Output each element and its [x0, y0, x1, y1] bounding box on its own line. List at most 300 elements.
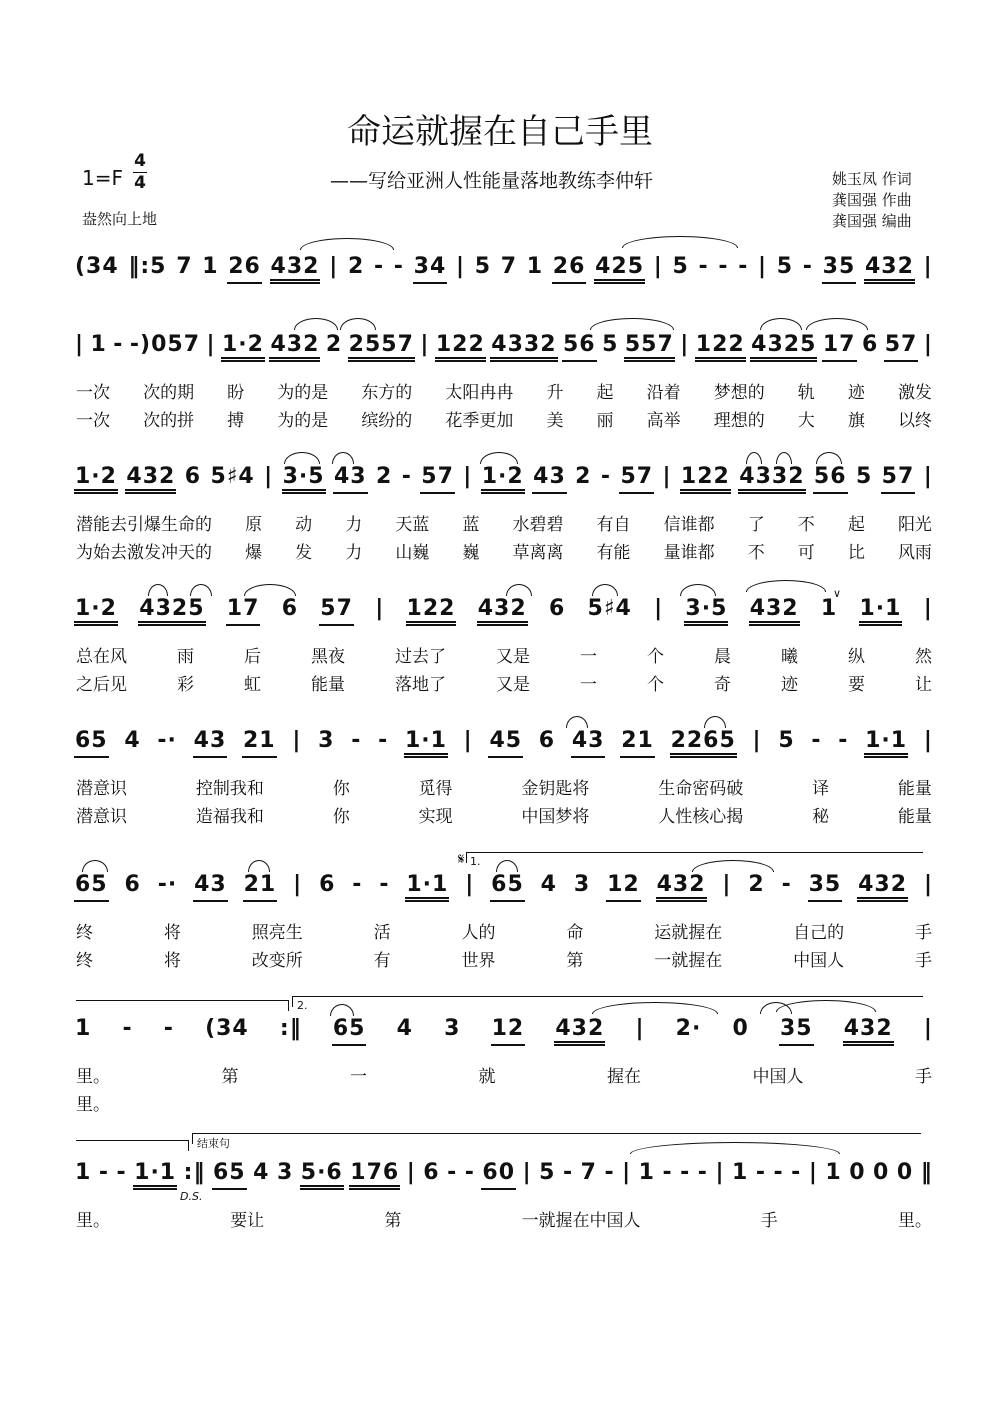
lyric-word: 曦: [781, 647, 798, 667]
note: -: [838, 728, 849, 753]
note: 1: [75, 1160, 92, 1185]
note: 3·5: [684, 596, 728, 626]
barline: |: [420, 332, 430, 357]
lyric-word: 理想的: [713, 411, 765, 431]
lyric-word: 里。: [897, 1211, 932, 1231]
note: 57: [884, 332, 919, 362]
lyric-word: 第: [566, 951, 584, 971]
barline: |: [715, 1160, 725, 1185]
barline: |: [722, 872, 732, 897]
note: -: [680, 1160, 691, 1185]
note: 432: [269, 332, 320, 362]
lyric-line: [74, 406, 934, 431]
note: 5·6: [300, 1160, 344, 1190]
note: -: [163, 1016, 174, 1041]
barline: |: [329, 254, 339, 279]
note: 122: [406, 596, 457, 626]
ending-bracket: [192, 1133, 921, 1144]
lyric-word: 人性核心揭: [658, 807, 744, 827]
arranger-credit: 龚国强 编曲: [832, 212, 912, 230]
lyric-word: 一就握在中国人: [521, 1211, 641, 1231]
note: 21: [620, 728, 655, 758]
note: 432: [857, 872, 908, 902]
note: -: [378, 728, 389, 753]
lyric-word: 草离离: [512, 543, 564, 563]
note: 432: [749, 596, 800, 626]
lyric-word: 起: [596, 383, 614, 403]
note: -·: [157, 872, 178, 897]
lyric-line: [74, 802, 934, 827]
note: 6: [548, 596, 566, 621]
lyric-word: 能量: [897, 779, 932, 799]
note: -: [122, 1016, 133, 1041]
note: 35: [822, 254, 857, 284]
slur: [746, 580, 826, 592]
lyric-word: 个: [647, 675, 664, 695]
note: (34: [205, 1016, 249, 1041]
lyric-word: 手: [915, 951, 932, 971]
lyric-line: [74, 1062, 934, 1087]
lyric-word: 为的是: [277, 411, 329, 431]
time-top: 4: [134, 151, 146, 171]
lyric-word: 阳光: [897, 515, 932, 535]
lyric-word: 实现: [418, 807, 453, 827]
note: 57: [319, 596, 354, 626]
note: 2265: [670, 728, 737, 758]
note: 1: [202, 254, 219, 279]
lyric-word: 将: [163, 923, 181, 943]
note: 6: [124, 872, 141, 897]
note: 3: [276, 1160, 294, 1185]
volta-1-label: 1.: [470, 855, 481, 868]
note: -: [738, 254, 749, 279]
key-signature: 1=F: [82, 166, 123, 190]
lyric-word: 总在风: [76, 647, 127, 667]
lyric-word: 潜意识: [76, 807, 127, 827]
note: 1: [732, 1160, 749, 1185]
note: 43: [333, 464, 368, 494]
note: 26: [552, 254, 587, 284]
lyric-word: 手: [915, 1067, 932, 1087]
lyric-word: 将: [163, 951, 181, 971]
note: 5♯4: [587, 596, 632, 621]
lyric-word: 要: [848, 675, 865, 695]
lyric-word: 巍: [462, 543, 480, 563]
note: -: [697, 1160, 708, 1185]
lyric-word: 之后见: [76, 675, 127, 695]
note: (34: [75, 254, 119, 279]
slur: [148, 584, 168, 596]
lyric-word: 就: [478, 1067, 496, 1087]
note: 3·5: [282, 464, 326, 494]
note: 176: [349, 1160, 400, 1190]
lyric-line: [74, 1206, 934, 1231]
barline: |: [680, 332, 690, 357]
barline: |: [923, 332, 933, 357]
lyric-word: 命: [566, 923, 584, 943]
lyric-word: 为始去激发冲天的: [76, 543, 212, 563]
note: 65: [332, 1016, 367, 1046]
note: 6: [319, 872, 336, 897]
lyric-word: 激发: [897, 383, 932, 403]
note: 2: [347, 254, 365, 279]
lyric-word: 力: [345, 543, 363, 563]
lyric-word: 迹: [781, 675, 798, 695]
note: 5: [855, 464, 873, 489]
note: 0: [732, 1016, 749, 1041]
lyric-word: 要让: [230, 1211, 265, 1231]
note: -: [351, 728, 362, 753]
lyric-word: 潜能去引爆生命的: [76, 515, 212, 535]
slur: [244, 584, 296, 596]
lyric-word: 终: [76, 923, 93, 943]
lyric-word: 雨: [177, 647, 194, 667]
lyric-word: 又是: [496, 647, 530, 667]
barline: |: [662, 464, 672, 489]
lyric-word: 不: [797, 515, 815, 535]
lyric-word: 山巍: [395, 543, 430, 563]
note: 3: [444, 1016, 461, 1041]
lyric-word: 改变所: [251, 951, 303, 971]
barline: |: [292, 728, 302, 753]
lyric-word: 秘: [812, 807, 830, 827]
note: 1·2: [481, 464, 525, 494]
note: -: [698, 254, 709, 279]
lyric-word: 有自: [596, 515, 631, 535]
barline: |: [635, 1016, 645, 1041]
lyric-word: 你: [332, 807, 350, 827]
slur: [284, 452, 320, 464]
lyric-word: 次的期: [143, 383, 195, 403]
lyric-line: [74, 946, 934, 971]
notation-row: [74, 254, 934, 284]
lyric-word: 能量: [311, 675, 345, 695]
note: 12: [606, 872, 641, 902]
note: -: [352, 872, 363, 897]
lyric-word: 信谁都: [663, 515, 715, 535]
slur: [300, 238, 394, 250]
mood-marking: 盎然向上地: [82, 210, 158, 228]
note: 7: [500, 254, 518, 279]
lyric-word: 能量: [897, 807, 932, 827]
note: 17: [822, 332, 857, 362]
notation-row: [74, 464, 934, 494]
lyric-word: 轨: [797, 383, 815, 403]
lyric-line: [74, 510, 934, 535]
note: 557: [624, 332, 675, 362]
note: 432: [270, 254, 321, 284]
note: 34: [413, 254, 448, 284]
note: 6: [538, 728, 556, 753]
note: 3: [573, 872, 591, 897]
note: -: [773, 1160, 784, 1185]
lyric-word: 觅得: [418, 779, 453, 799]
note: 5: [539, 1160, 556, 1185]
lyric-word: 虹: [244, 675, 261, 695]
lyric-word: 起: [847, 515, 865, 535]
volta-1-end-bracket: [76, 1000, 289, 1011]
slur: [190, 584, 212, 596]
note: -: [379, 872, 390, 897]
note: -)057: [129, 332, 201, 357]
note: 6: [423, 1160, 440, 1185]
note: 0: [849, 1160, 866, 1185]
note: -: [600, 464, 612, 489]
barline: |: [923, 728, 933, 753]
barline: ‖: [920, 1160, 933, 1185]
lyric-word: 大: [797, 411, 815, 431]
note: -: [718, 254, 729, 279]
notation-row: [74, 728, 934, 758]
note: 1·2: [74, 464, 118, 494]
note: 65: [490, 872, 525, 902]
note: 6: [861, 332, 879, 357]
lyric-word: 晨: [714, 647, 731, 667]
note: -: [802, 254, 813, 279]
lyric-word: 量谁都: [663, 543, 715, 563]
lyric-word: 你: [332, 779, 350, 799]
note: 1·2: [74, 596, 118, 626]
note: 1·1: [404, 728, 448, 758]
lyric-word: 自己的: [793, 923, 845, 943]
barline: |: [463, 728, 473, 753]
note: 1: [90, 332, 107, 357]
note: -: [791, 1160, 802, 1185]
time-signature: [133, 152, 147, 193]
lyric-word: 译: [812, 779, 830, 799]
lyric-word: 过去了: [395, 647, 446, 667]
note: -: [373, 254, 385, 279]
lyric-word: 缤纷的: [361, 411, 413, 431]
lyric-word: 不: [747, 543, 765, 563]
lyric-word: 第: [384, 1211, 402, 1231]
barline: |: [465, 872, 475, 897]
note: 43: [571, 728, 606, 758]
note: 1: [526, 254, 544, 279]
note: -: [562, 1160, 574, 1185]
lyric-word: 造福我和: [195, 807, 264, 827]
lyric-line: [74, 774, 934, 799]
note: 6: [281, 596, 298, 621]
note: 57: [420, 464, 455, 494]
note: 122: [435, 332, 486, 362]
note: 65: [212, 1160, 247, 1190]
lyric-word: 天蓝: [395, 515, 430, 535]
note: 1: [820, 596, 838, 621]
lyricist-credit: 姚玉凤 作词: [832, 170, 912, 188]
note: 432: [864, 254, 915, 284]
note: 6: [184, 464, 202, 489]
note: -: [116, 1160, 127, 1185]
barline: |: [758, 254, 768, 279]
lyric-word: 里。: [76, 1067, 110, 1087]
lyric-word: 盼: [227, 383, 245, 403]
page-subtitle: ——写给亚洲人性能量落地教练李仲轩: [330, 170, 654, 192]
lyric-word: 有: [373, 951, 391, 971]
barline: |: [264, 464, 274, 489]
note: 17: [226, 596, 261, 626]
lyric-word: 终: [76, 951, 93, 971]
lyric-word: 中国人: [752, 1067, 804, 1087]
ds-marking: D.S.: [180, 1190, 203, 1203]
note: -: [401, 464, 412, 489]
note: ‖:5: [128, 254, 167, 279]
note: 57: [619, 464, 654, 494]
note: 1·2: [221, 332, 265, 362]
lyric-line: [74, 1090, 934, 1115]
slur: [566, 716, 588, 728]
lyric-word: 力: [345, 515, 363, 535]
lyric-word: 手: [915, 923, 932, 943]
lyric-word: 一次: [76, 383, 110, 403]
note: 3: [318, 728, 335, 753]
barline: |: [654, 596, 664, 621]
note: 2: [575, 464, 592, 489]
lyric-word: 让: [915, 675, 932, 695]
slur: [746, 452, 762, 464]
note: 432: [477, 596, 528, 626]
segno-sign: 𝄋: [458, 850, 465, 868]
lyric-word: 梦想的: [713, 383, 765, 403]
lyric-word: 然: [915, 647, 932, 667]
note: 1·1: [864, 728, 908, 758]
time-bottom: 4: [134, 173, 146, 193]
lyric-word: 升: [546, 383, 564, 403]
note: 122: [695, 332, 746, 362]
lyric-word: 奇: [714, 675, 731, 695]
note: 425: [594, 254, 645, 284]
lyric-word: 纵: [848, 647, 865, 667]
lyric-word: 东方的: [361, 383, 413, 403]
lyric-word: 第: [221, 1067, 239, 1087]
barline: |: [406, 1160, 416, 1185]
lyric-line: [74, 642, 934, 667]
barline: |: [923, 464, 933, 489]
note: 2: [325, 332, 343, 357]
note: 4325: [750, 332, 817, 362]
note: 432: [125, 464, 176, 494]
slur: [294, 318, 338, 330]
note: -: [98, 1160, 109, 1185]
note: 21: [243, 872, 278, 902]
lyric-word: 个: [647, 647, 664, 667]
note: 4325: [138, 596, 205, 626]
note: 4: [124, 728, 141, 753]
page-title: 命运就握在自己手里: [347, 112, 653, 152]
note: 43: [532, 464, 567, 494]
note: 4332: [738, 464, 805, 494]
note: 57: [881, 464, 916, 494]
lyric-word: 发: [295, 543, 313, 563]
note: 5: [474, 254, 492, 279]
note: -: [781, 872, 792, 897]
barline: |: [206, 332, 216, 357]
note: 4: [540, 872, 557, 897]
note: 56: [562, 332, 597, 362]
slur: [590, 318, 674, 330]
note: 2: [376, 464, 393, 489]
barline: :‖: [279, 1016, 302, 1041]
lyric-word: 中国人: [793, 951, 845, 971]
lyric-word: 高举: [646, 411, 681, 431]
lyric-word: 一: [580, 647, 597, 667]
lyric-word: 一: [580, 675, 597, 695]
barline: |: [293, 872, 303, 897]
note: 122: [680, 464, 731, 494]
lyric-word: 可: [797, 543, 815, 563]
lyric-line: [74, 378, 934, 403]
note: 432: [554, 1016, 605, 1046]
note: 65: [74, 872, 109, 902]
lyric-word: 潜意识: [76, 779, 127, 799]
slur: [816, 452, 842, 464]
notation-row: [74, 1016, 934, 1046]
barline: |: [808, 1160, 818, 1185]
note: 43: [193, 728, 228, 758]
note: 5: [778, 728, 795, 753]
lyric-word: 落地了: [395, 675, 446, 695]
note: 1: [638, 1160, 655, 1185]
slur: [82, 860, 108, 872]
note: 7: [580, 1160, 597, 1185]
lyric-word: 里。: [76, 1211, 110, 1231]
note: 4332: [490, 332, 557, 362]
lyric-word: 原: [245, 515, 263, 535]
note: 12: [491, 1016, 526, 1046]
barline: |: [923, 254, 933, 279]
note: 26: [227, 254, 262, 284]
lyric-word: 后: [244, 647, 261, 667]
lyric-word: 为的是: [277, 383, 329, 403]
lyric-word: 人的: [461, 923, 496, 943]
lyric-word: 丽: [596, 411, 614, 431]
slur: [680, 584, 716, 596]
ending-label: 结束句: [197, 1137, 230, 1150]
lyric-line: [74, 538, 934, 563]
barline: |: [375, 596, 385, 621]
barline: |: [622, 1160, 632, 1185]
note: 4: [396, 1016, 413, 1041]
note: 1: [825, 1160, 842, 1185]
note: -: [604, 1160, 615, 1185]
barline: |: [923, 596, 933, 621]
slur: [760, 318, 802, 330]
slur: [776, 452, 792, 464]
lyric-word: 又是: [496, 675, 530, 695]
note: 5: [776, 254, 794, 279]
coda-bracket-left: [76, 1140, 189, 1151]
note: -: [464, 1160, 475, 1185]
lyric-word: 水碧碧: [512, 515, 564, 535]
lyric-word: 沿着: [646, 383, 681, 403]
volta-2-label: 2.: [297, 999, 308, 1012]
lyric-word: 花季更加: [445, 411, 514, 431]
lyric-word: 比: [847, 543, 865, 563]
lyric-word: 了: [747, 515, 765, 535]
lyric-word: 金钥匙将: [521, 779, 590, 799]
note: 60: [481, 1160, 516, 1190]
note: 1·1: [859, 596, 903, 626]
note: 56: [813, 464, 848, 494]
notation-row: [74, 332, 934, 362]
lyric-word: 迹: [847, 383, 865, 403]
note: 35: [779, 1016, 814, 1046]
lyric-word: 手: [760, 1211, 778, 1231]
lyric-word: 运就握在: [654, 923, 723, 943]
lyric-word: 有能: [596, 543, 631, 563]
lyric-line: [74, 670, 934, 695]
barline: |: [455, 254, 466, 279]
